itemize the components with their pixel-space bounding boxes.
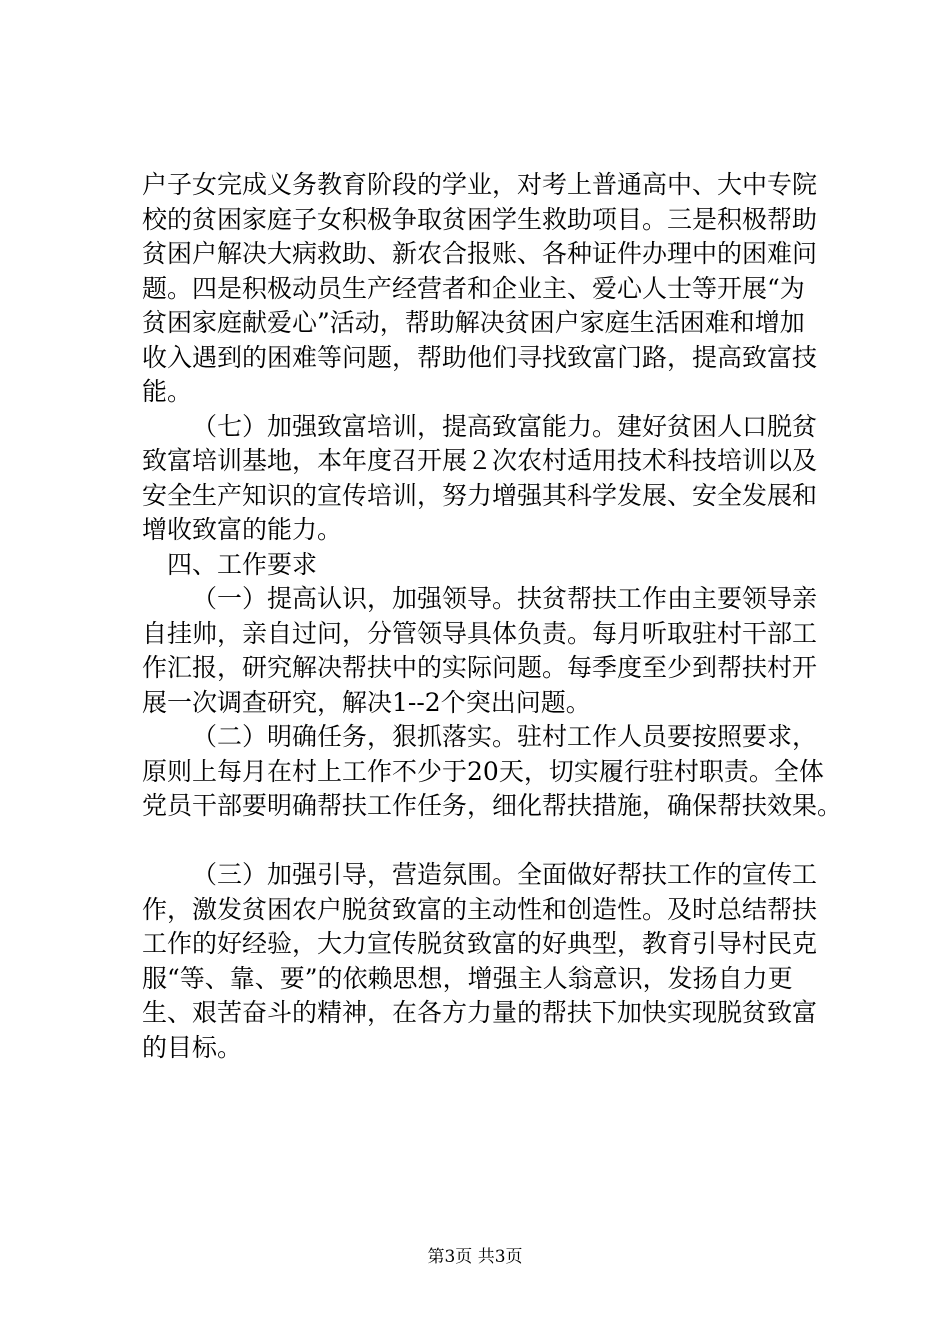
text-line: 收入遇到的困难等问题，帮助他们寻找致富门路，提高致富技	[142, 342, 818, 372]
page-number-label: 第3页 共3页	[427, 1247, 523, 1267]
text-line: 工作的好经验，大力宣传脱贫致富的好典型，教育引导村民克	[142, 929, 818, 958]
blank-line	[142, 824, 842, 859]
text-line: 作，激发贫困农户脱贫致富的主动性和创造性。及时总结帮扶	[142, 894, 818, 924]
paragraph-heading-3: （三）加强引导，营造氛围。全面做好帮扶工作的宣传工	[192, 860, 818, 889]
text-line: 贫困家庭献爱心”活动，帮助解决贫困户家庭生活困难和增加	[142, 308, 805, 337]
document-body	[142, 168, 842, 1065]
text-line: 致富培训基地，本年度召开展２次农村适用技术科技培训以及	[142, 446, 818, 475]
text-line: 能。	[142, 377, 193, 406]
text-line: 展一次调查研究，解决1--2个突出问题。	[142, 687, 591, 717]
text-line: 增收致富的能力。	[142, 515, 343, 544]
section-heading: 四、工作要求	[167, 549, 318, 579]
text-line: 自挂帅，亲自过问，分管领导具体负责。每月听取驻村干部工	[142, 618, 818, 648]
paragraph-heading-7: （七）加强致富培训，提高致富能力。建好贫困人口脱贫	[192, 411, 818, 441]
text-line: 题。四是积极动员生产经营者和企业主、爱心人士等开展“为	[142, 273, 805, 303]
page-footer	[0, 1242, 950, 1267]
paragraph-heading-1: （一）提高认识，加强领导。扶贫帮扶工作由主要领导亲	[192, 584, 818, 613]
text-line: 的目标。	[142, 1032, 243, 1062]
text-line: 安全生产知识的宣传培训，努力增强其科学发展、安全发展和	[142, 480, 818, 510]
text-line: 作汇报，研究解决帮扶中的实际问题。每季度至少到帮扶村开	[142, 653, 818, 682]
text-line: 党员干部要明确帮扶工作任务，细化帮扶措施，确保帮扶效果。	[142, 791, 843, 820]
text-line: 校的贫困家庭子女积极争取贫困学生救助项目。三是积极帮助	[142, 204, 818, 234]
text-line: 原则上每月在村上工作不少于20天，切实履行驻村职责。全体	[142, 756, 824, 786]
text-line: 贫困户解决大病救助、新农合报账、各种证件办理中的困难问	[142, 239, 818, 268]
text-line: 服“等、靠、要”的依赖思想，增强主人翁意识，发扬自力更	[142, 963, 793, 993]
paragraph-heading-2: （二）明确任务，狠抓落实。驻村工作人员要按照要求，	[192, 722, 818, 751]
text-line: 户子女完成义务教育阶段的学业，对考上普通高中、大中专院	[142, 170, 818, 199]
text-line: 生、艰苦奋斗的精神，在各方力量的帮扶下加快实现脱贫致富	[142, 998, 818, 1027]
